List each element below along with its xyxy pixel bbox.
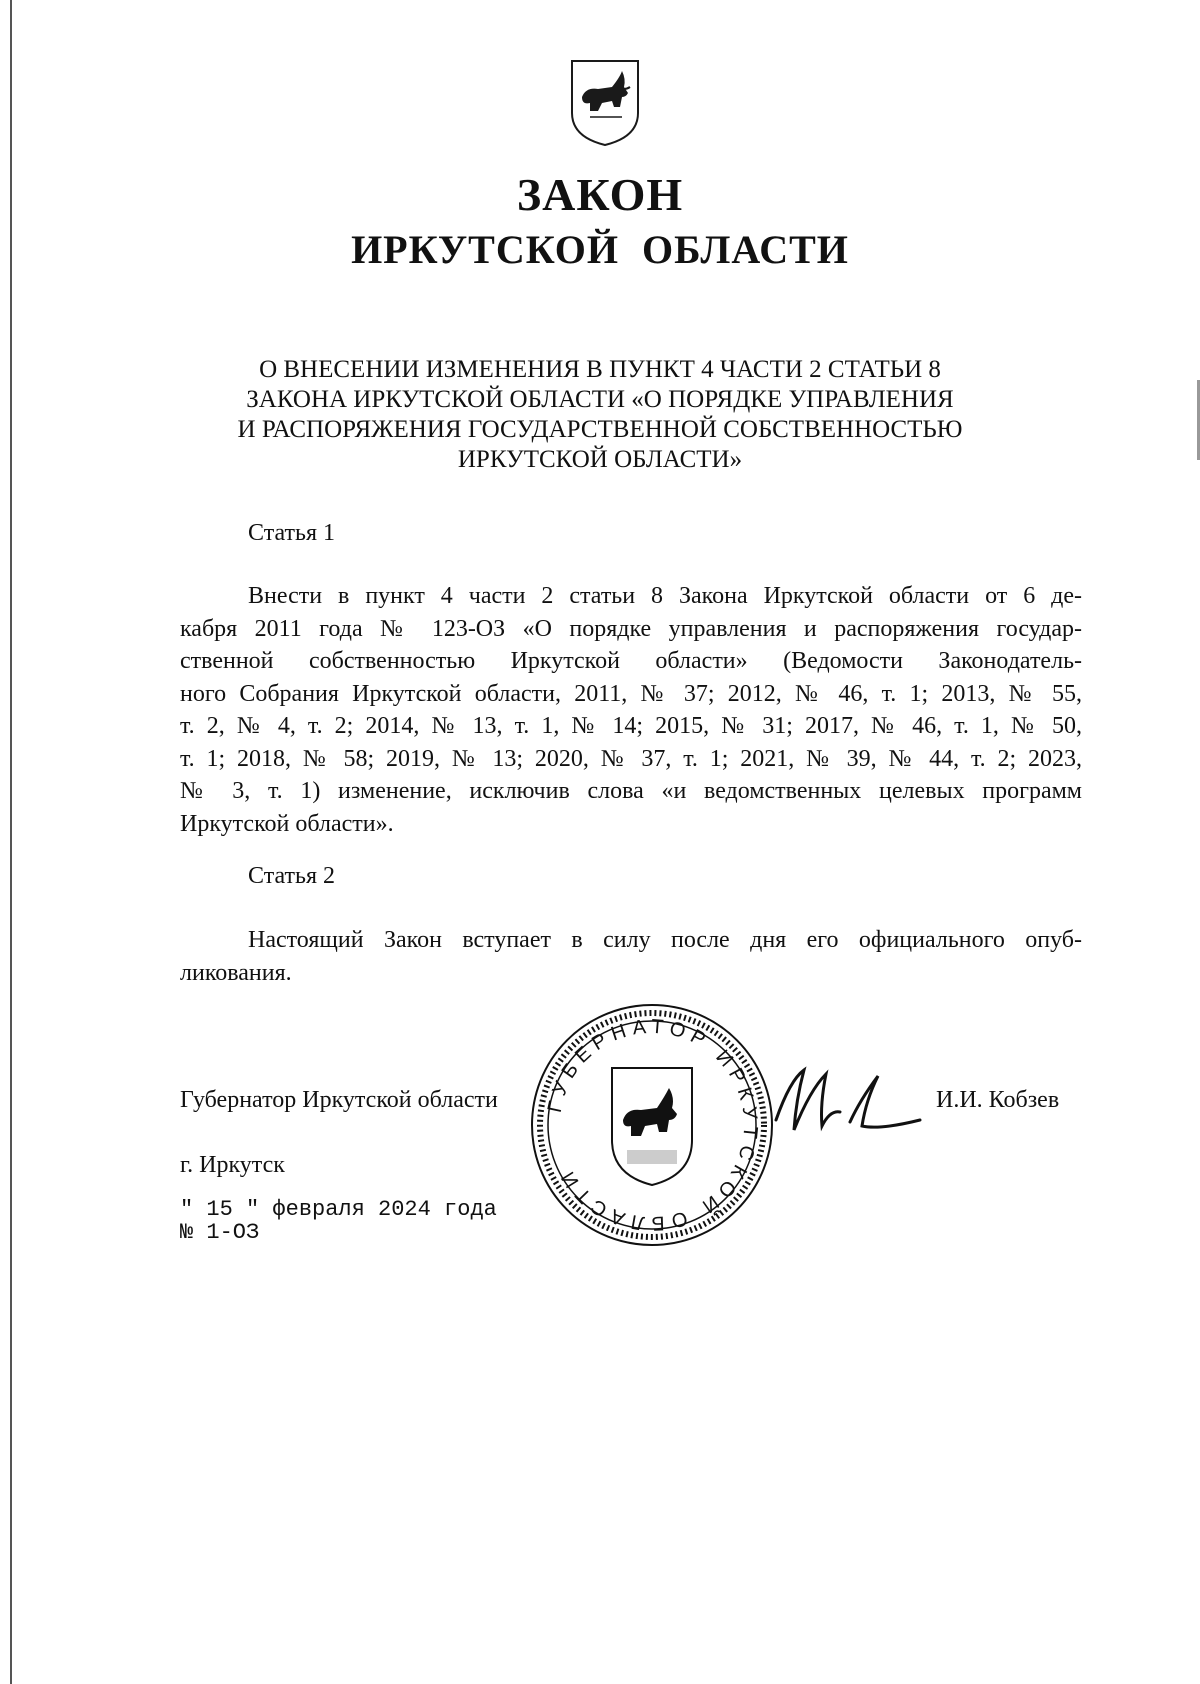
article-1-line: ственной собственностью Иркутской области» (Ведомости Законодатель- (180, 648, 1082, 674)
article-2-heading: Статья 2 (248, 863, 335, 889)
article-1-line: ного Собрания Иркутской области, 2011, № 37; 2012, № 46, т. 1; 2013, № 55, (180, 680, 1082, 707)
signing-date: " 15 " февраля 2024 года (180, 1197, 497, 1222)
article-2-line: Настоящий Закон вступает в силу после дня его официального опуб- (248, 927, 1082, 953)
article-1-line: т. 1; 2018, № 58; 2019, № 13; 2020, № 37, т. 1; 2021, № 39, № 44, т. 2; 2023, (180, 745, 1082, 772)
subject-line: ИРКУТСКОЙ ОБЛАСТИ» (457, 446, 743, 473)
article-1-line: кабря 2011 года № 123-ОЗ «О порядке управления и распоряжения государ- (180, 615, 1082, 642)
law-subject (180, 355, 1020, 475)
svg-text:ГУБЕРНАТОР ИРКУТСКОЙ ОБЛАСТИ: ГУБЕРНАТОР ИРКУТСКОЙ ОБЛАСТИ (543, 1015, 762, 1235)
article-1-body (180, 580, 1082, 840)
article-2-line: ликования. (180, 959, 292, 986)
signing-city: г. Иркутск (180, 1152, 285, 1178)
article-1-heading: Статья 1 (248, 520, 335, 546)
document-title: ЗАКОН (516, 169, 684, 220)
article-1-line: Иркутской области». (180, 810, 394, 837)
subject-line: ЗАКОНА ИРКУТСКОЙ ОБЛАСТИ «О ПОРЯДКЕ УПРАВЛЕНИЯ (246, 386, 954, 413)
law-number: № 1-ОЗ (180, 1220, 260, 1245)
coat-of-arms-icon (568, 57, 642, 147)
official-seal-icon (527, 1000, 777, 1250)
signature-icon (770, 1060, 930, 1140)
article-2-body (180, 924, 1082, 989)
signer-name: И.И. Кобзев (936, 1087, 1060, 1113)
signer-position: Губернатор Иркутской области (180, 1087, 498, 1113)
document-region: ИРКУТСКОЙ ОБЛАСТИ (351, 227, 849, 272)
article-1-line: № 3, т. 1) изменение, исключив слова «и ведомственных целевых программ (180, 778, 1082, 804)
subject-line: И РАСПОРЯЖЕНИЯ ГОСУДАРСТВЕННОЙ СОБСТВЕННОСТЬЮ (237, 416, 963, 443)
subject-line: О ВНЕСЕНИИ ИЗМЕНЕНИЯ В ПУНКТ 4 ЧАСТИ 2 СТАТЬИ 8 (259, 356, 941, 383)
article-1-line: т. 2, № 4, т. 2; 2014, № 13, т. 1, № 14; 2015, № 31; 2017, № 46, т. 1, № 50, (180, 713, 1082, 739)
article-1-line: Внести в пункт 4 части 2 статьи 8 Закона Иркутской области от 6 де- (248, 583, 1082, 609)
